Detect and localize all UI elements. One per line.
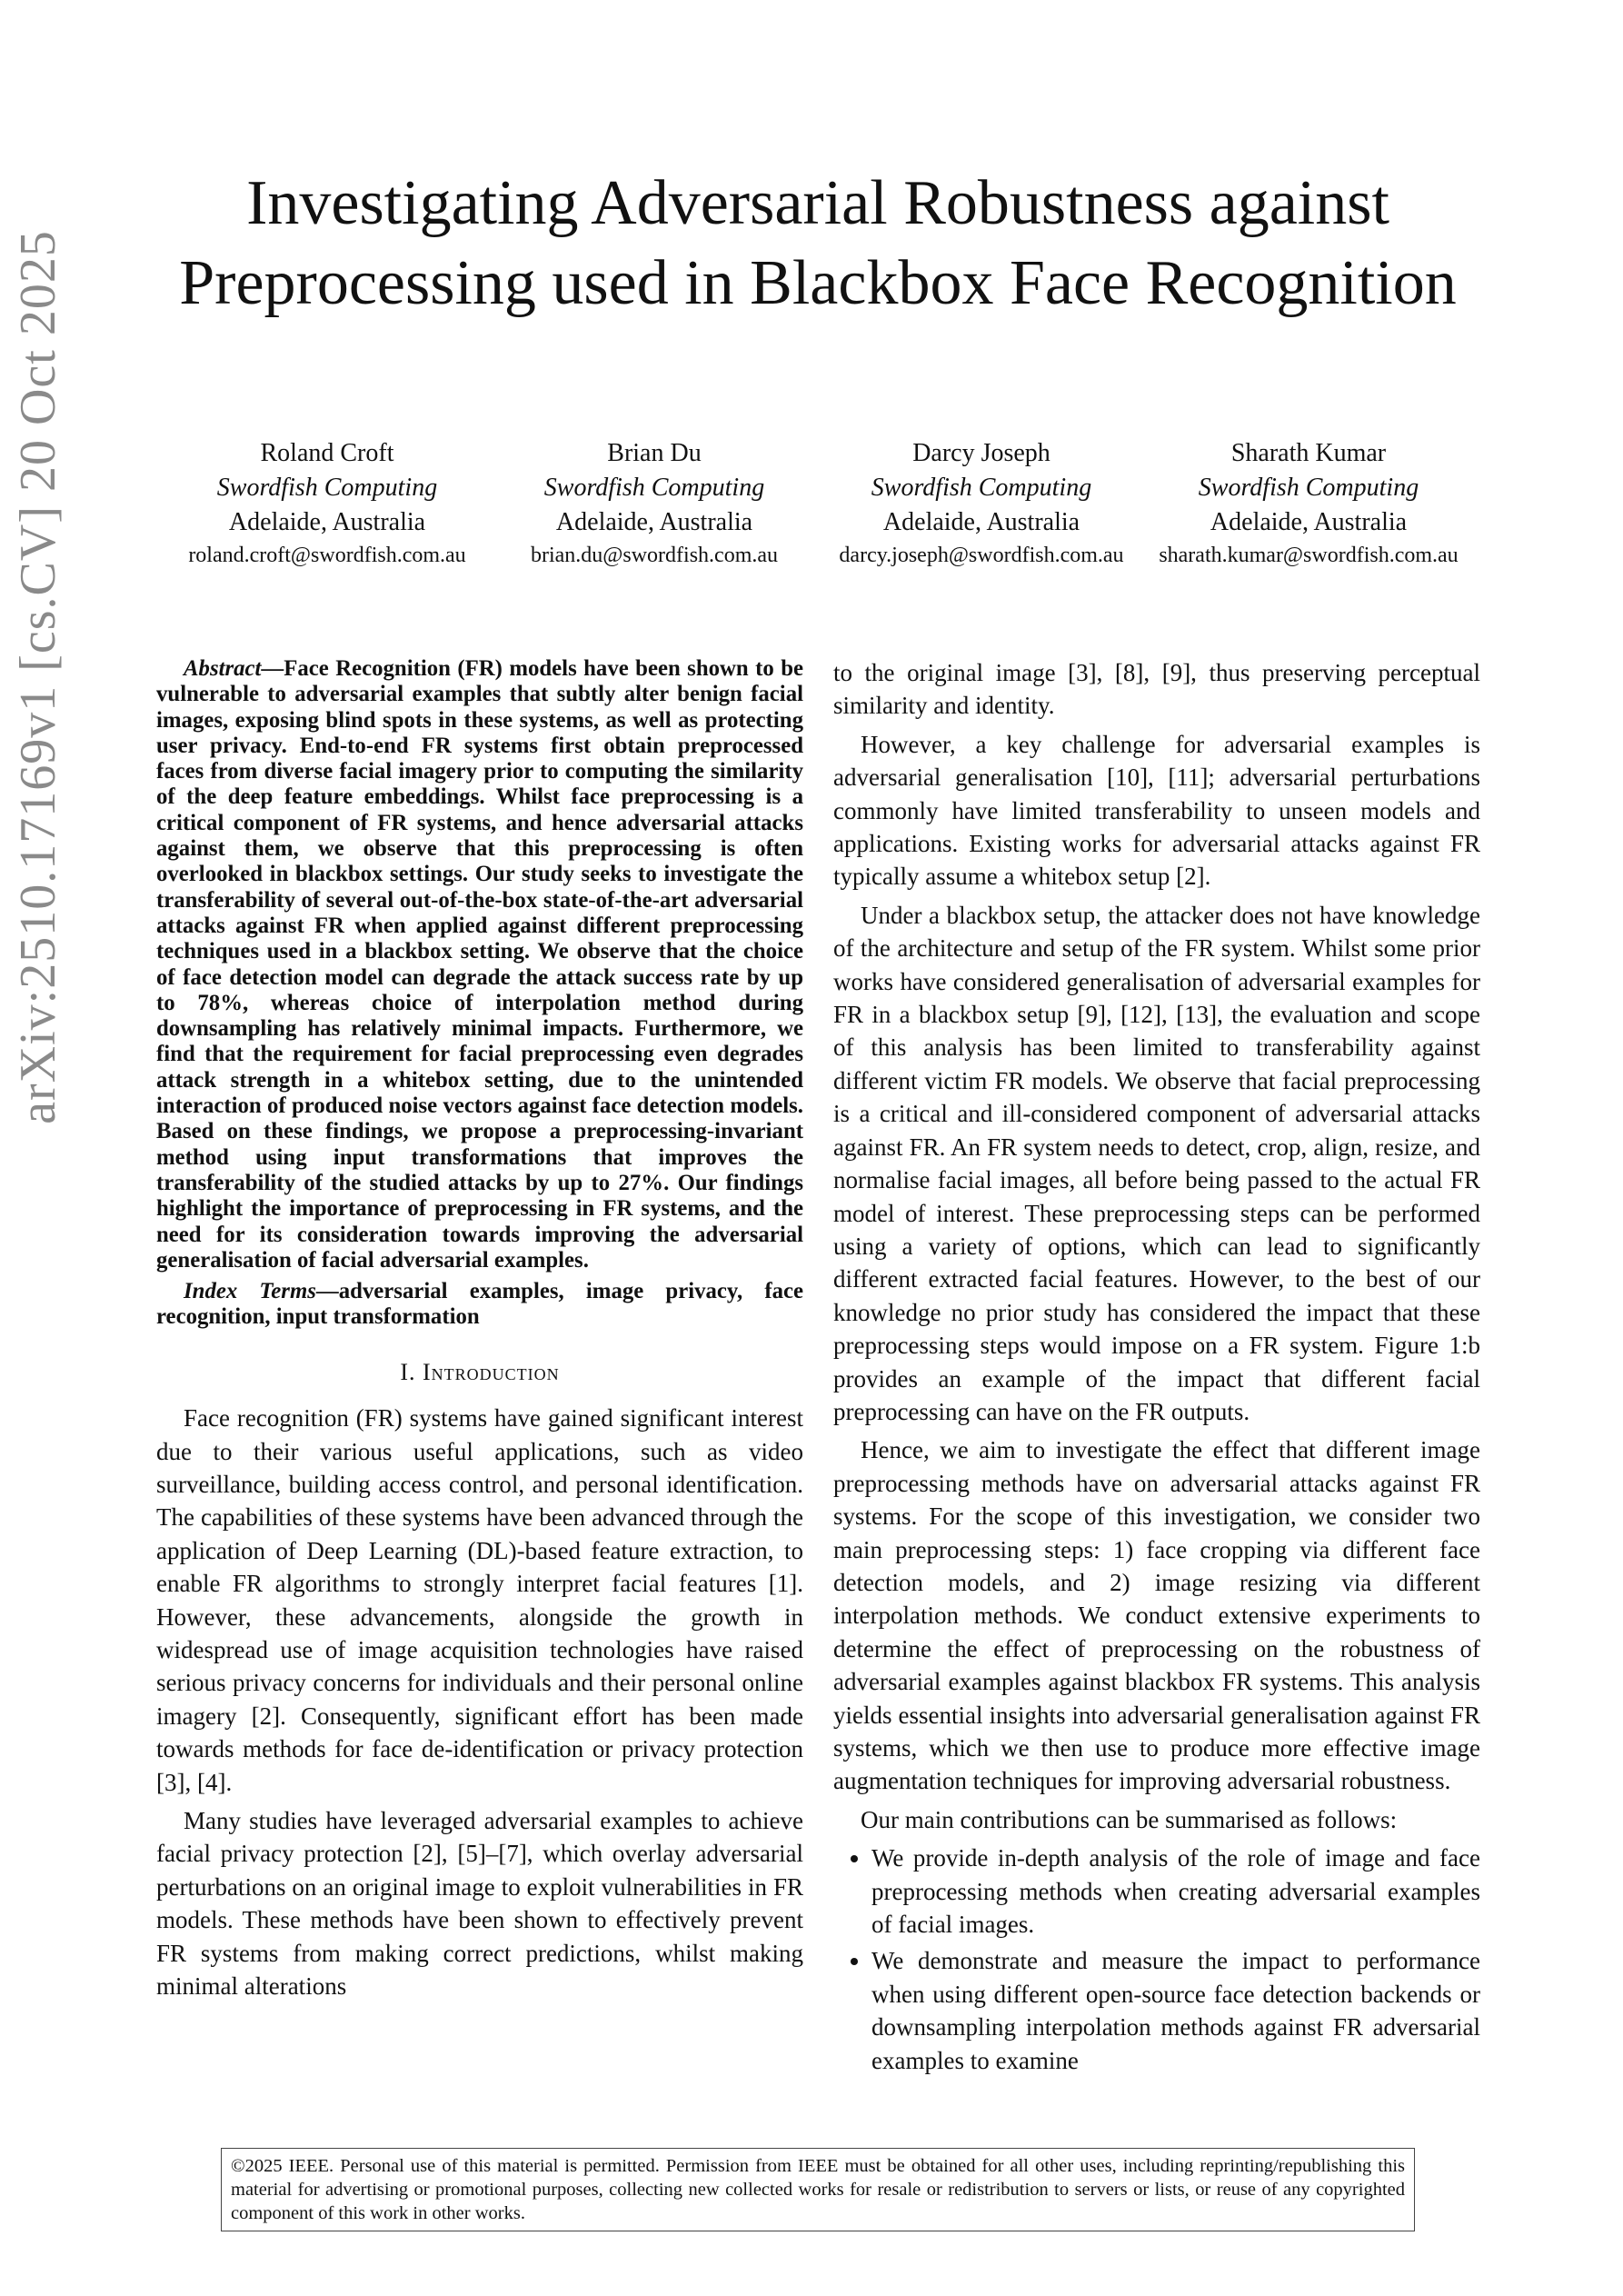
author-location: Adelaide, Australia bbox=[1210, 508, 1408, 536]
section-heading: I. Introduction bbox=[400, 1358, 560, 1385]
author-location: Adelaide, Australia bbox=[228, 508, 426, 536]
copyright-notice: ©2025 IEEE. Personal use of this material is permitted. Permission from IEEE must be obtained for all other uses, including reprinting/republishing this material for advertising or promotional purposes, collecting new collected works for resale or redistribution to servers or lists, or reuse of any copyrighted component of this work in other works. bbox=[221, 2148, 1415, 2231]
author-email: darcy.joseph@swordfish.com.au bbox=[839, 544, 1124, 567]
paragraph: Face recognition (FR) systems have gained significant interest due to their various useful applications, such as video surveillance, building access control, and personal identification. The capabilities of these systems have been advanced through the application of Deep Learning (DL)-based feature extraction, to enable FR algorithms to strongly interpret facial features [1]. However, these advancements, alongside the growth in widespread use of image acquisition technologies have raised serious privacy concerns for individuals and their personal online imagery [2]. Consequently, significant effort has been made towards methods for face de-identification or privacy protection [3], [4]. bbox=[156, 1404, 803, 1796]
author-list bbox=[164, 436, 1472, 571]
paragraph: Under a blackbox setup, the attacker does not have knowledge of the architecture and setup of the FR system. Whilst some prior works have considered generalisation of adversarial examples for FR in a blackbox setup [9], [12], [13], the evaluation and scope of this analysis has been limited to transferability against different victim FR models. We observe that facial preprocessing is a critical and ill-considered component of adversarial attacks against FR. An FR system needs to detect, crop, align, resize, and normalise facial images, all before being passed to the actual FR model of interest. These preprocessing steps can be performed using a variety of options, which can lead to significantly different extracted facial features. However, to the best of our knowledge no prior study has considered the impact that these preprocessing steps would impose on a FR system. Figure 1:b provides an example of the impact that different facial preprocessing can have on the FR outputs. bbox=[833, 901, 1480, 1425]
author-email: brian.du@swordfish.com.au bbox=[530, 544, 779, 567]
abstract bbox=[156, 656, 803, 1273]
abstract-label: Abstract bbox=[184, 656, 262, 681]
index-terms-label: Index Terms bbox=[184, 1279, 316, 1304]
arxiv-identifier: arXiv:2510.17169v1 [cs.CV] 20 Oct 2025 bbox=[10, 230, 66, 1124]
contribution-list bbox=[833, 1842, 1480, 2077]
author-location: Adelaide, Australia bbox=[555, 508, 753, 536]
index-terms bbox=[156, 1279, 803, 1331]
abstract-text: —Face Recognition (FR) models have been shown to be vulnerable to adversarial examples that subtly alter benign facial images, exposing blind spots in these systems, as well as protecting user privacy. End-to-end FR systems first obtain preprocessed faces from diverse facial imagery prior to computing the similarity of the deep feature embeddings. Whilst face preprocessing is a critical component of FR systems, and hence adversarial attacks against them, we observe that this preprocessing is often overlooked in blackbox settings. Our study seeks to investigate the transferability of several out-of-the-box state-of-the-art adversarial attacks against FR when applied against different preprocessing techniques used in a blackbox setting. We observe that the choice of face detection model can degrade the attack success rate by up to 78%, whereas choice of interpolation method during downsampling has relatively minimal impacts. Furthermore, we find that the requirement for facial preprocessing even degrades attack strength in a whitebox setting, due to the unintended interaction of produced noise vectors against face detection models. Based on these findings, we propose a preprocessing-invariant method using input transformations that improves the transferability of the studied attacks by up to 27%. Our findings highlight the importance of preprocessing in FR systems, and the need for its consideration towards improving the adversarial generalisation of facial adversarial examples. bbox=[156, 656, 803, 1273]
left-column bbox=[156, 656, 803, 2008]
author-name: Darcy Joseph bbox=[912, 439, 1050, 467]
author-affiliation: Swordfish Computing bbox=[871, 474, 1092, 502]
list-item: • We provide in-depth analysis of the role of image and face preprocessing methods when creating adversarial examples of facial images. bbox=[871, 1842, 1480, 1941]
paragraph: to the original image [3], [8], [9], thus preserving perceptual similarity and identity. bbox=[833, 659, 1480, 720]
author-name: Brian Du bbox=[607, 439, 702, 467]
author-email: roland.croft@swordfish.com.au bbox=[188, 544, 466, 567]
author-block bbox=[164, 436, 491, 571]
list-item: • We demonstrate and measure the impact to performance when using different open-source face detection backends or downsampling interpolation methods against FR adversarial examples to examine bbox=[871, 1944, 1480, 2077]
author-name: Sharath Kumar bbox=[1230, 439, 1387, 467]
author-affiliation: Swordfish Computing bbox=[1198, 474, 1419, 502]
author-email: sharath.kumar@swordfish.com.au bbox=[1159, 544, 1459, 567]
paper-title: Investigating Adversarial Robustness against Preprocessing used in Blackbox Face Recognition bbox=[179, 168, 1457, 318]
paragraph: Many studies have leveraged adversarial examples to achieve facial privacy protection [2], [5]–[7], which overlay adversarial perturbations on an original image to exploit vulnerabilities in FR models. These methods have been shown to effectively prevent FR systems from making correct predictions, whilst making minimal alterations bbox=[156, 1807, 803, 2001]
paragraph: Hence, we aim to investigate the effect that different image preprocessing methods have on adversarial attacks against FR systems. For the scope of this investigation, we consider two main preprocessing steps: 1) face cropping via different face detection models, and 2) image resizing via different interpolation methods. We conduct extensive experiments to determine the effect of preprocessing on the robustness of adversarial examples against blackbox FR systems. This analysis yields essential insights into adversarial generalisation against FR systems, which we then use to produce more effective image augmentation techniques for improving adversarial robustness. bbox=[833, 1436, 1480, 1795]
author-block bbox=[818, 436, 1145, 571]
paragraph: Our main contributions can be summarised as follows: bbox=[861, 1805, 1398, 1833]
paragraph: However, a key challenge for adversarial examples is adversarial generalisation [10], [11]; adversarial perturbations commonly have limited transferability to unseen models and applications. Existing works for adversarial attacks against FR typically assume a whitebox setup [2]. bbox=[833, 730, 1480, 891]
author-location: Adelaide, Australia bbox=[882, 508, 1080, 536]
author-block bbox=[1145, 436, 1472, 571]
author-block bbox=[491, 436, 818, 571]
index-terms-text: —adversarial examples, image privacy, face recognition, input transformation bbox=[156, 1279, 803, 1330]
right-column bbox=[833, 656, 1480, 2081]
author-affiliation: Swordfish Computing bbox=[543, 474, 765, 502]
author-name: Roland Croft bbox=[260, 439, 394, 467]
author-affiliation: Swordfish Computing bbox=[216, 474, 438, 502]
